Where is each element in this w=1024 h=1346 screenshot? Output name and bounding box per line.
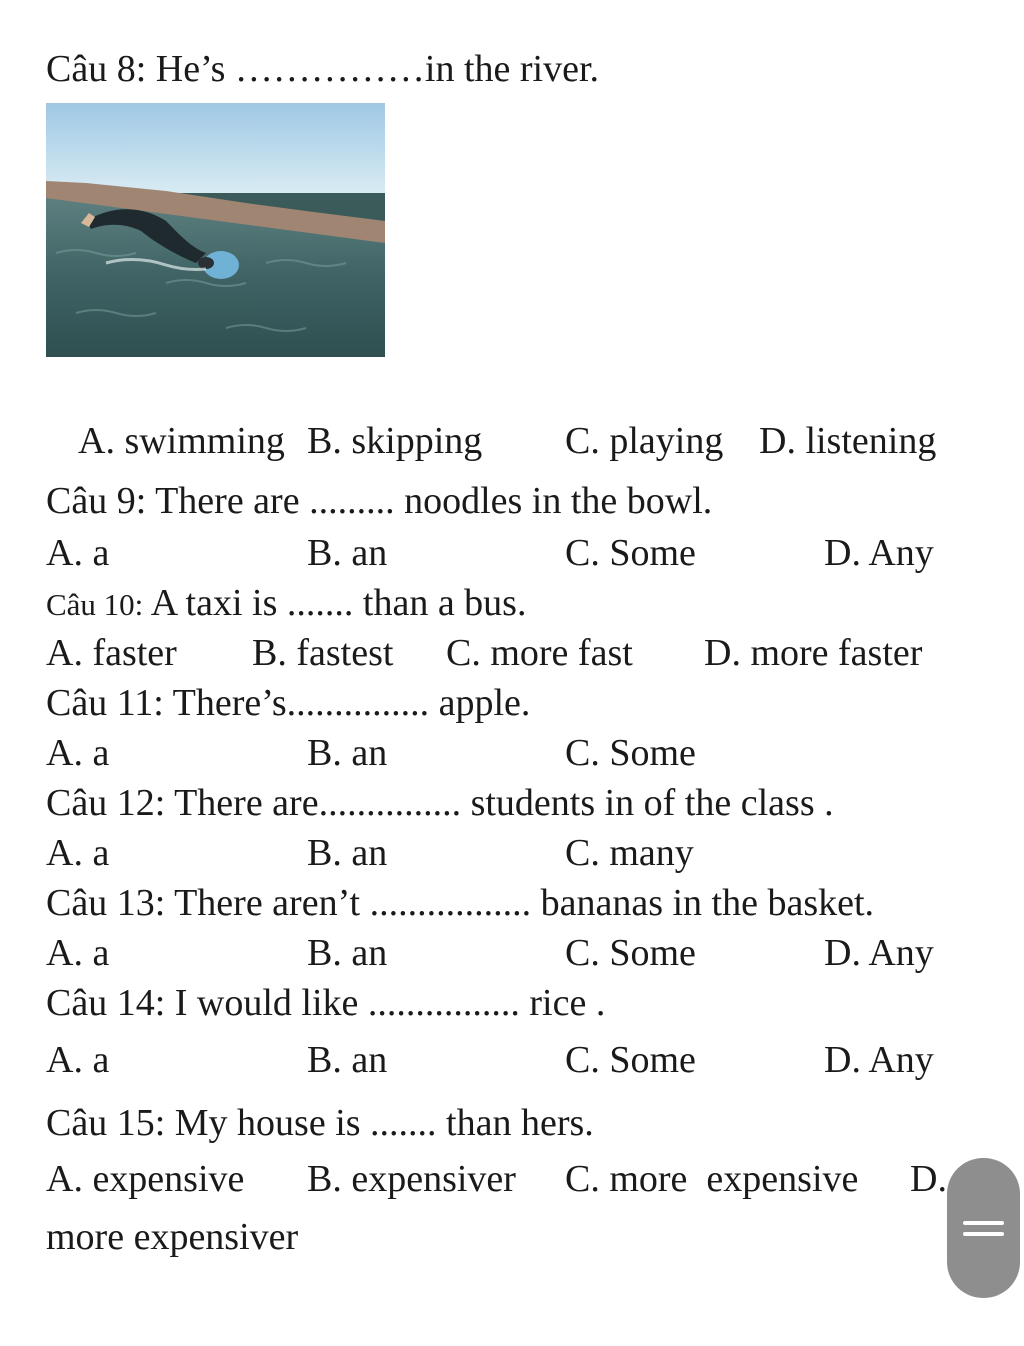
question-14-option-c: C. Some bbox=[565, 1039, 696, 1081]
question-15-option-d: D. bbox=[910, 1158, 947, 1200]
question-14-prompt: Câu 14: I would like ................ rice . bbox=[46, 982, 606, 1024]
scroll-handle[interactable] bbox=[947, 1158, 1020, 1298]
question-9-option-a: A. a bbox=[46, 532, 110, 574]
question-12-option-b: B. an bbox=[307, 832, 388, 874]
question-8-option-d: D. listening bbox=[759, 420, 937, 462]
question-8-prompt: Câu 8: He’s ……………in the river. bbox=[46, 48, 600, 90]
question-13-option-b: B. an bbox=[307, 932, 388, 974]
question-9-prompt: Câu 9: There are ......... noodles in the bowl. bbox=[46, 480, 713, 522]
question-8-option-a: A. swimming bbox=[78, 420, 285, 462]
question-12-prompt: Câu 12: There are............... students in of the class . bbox=[46, 782, 834, 824]
question-12-option-a: A. a bbox=[46, 832, 110, 874]
question-10-text: A taxi is ....... than a bus. bbox=[143, 582, 527, 624]
question-12-option-c: C. many bbox=[565, 832, 694, 874]
question-13-option-c: C. Some bbox=[565, 932, 696, 974]
question-10-prompt bbox=[46, 584, 526, 622]
question-8-option-b: B. skipping bbox=[307, 420, 483, 462]
question-11-option-b: B. an bbox=[307, 732, 388, 774]
question-13-option-a: A. a bbox=[46, 932, 110, 974]
question-9-option-d: D. Any bbox=[824, 532, 934, 574]
question-11-prompt: Câu 11: There’s............... apple. bbox=[46, 682, 531, 724]
question-10-number: Câu 10: bbox=[46, 587, 144, 622]
question-14-option-b: B. an bbox=[307, 1039, 388, 1081]
question-11-option-c: C. Some bbox=[565, 732, 696, 774]
question-15-option-b: B. expensiver bbox=[307, 1158, 516, 1200]
question-10-option-a: A. faster bbox=[46, 632, 177, 674]
question-14-option-d: D. Any bbox=[824, 1039, 934, 1081]
question-10-option-d: D. more faster bbox=[704, 632, 923, 674]
question-11-option-a: A. a bbox=[46, 732, 110, 774]
question-15-prompt: Câu 15: My house is ....... than hers. bbox=[46, 1102, 594, 1144]
question-9-option-c: C. Some bbox=[565, 532, 696, 574]
question-13-option-d: D. Any bbox=[824, 932, 934, 974]
question-8-option-c: C. playing bbox=[565, 420, 724, 462]
question-15-option-a: A. expensive bbox=[46, 1158, 245, 1200]
question-13-prompt: Câu 13: There aren’t ................. bananas in the basket. bbox=[46, 882, 875, 924]
question-10-option-b: B. fastest bbox=[252, 632, 394, 674]
question-10-option-c: C. more fast bbox=[446, 632, 633, 674]
question-15-option-c: C. more expensive bbox=[565, 1158, 859, 1200]
question-15-option-d-continuation: more expensiver bbox=[46, 1216, 299, 1258]
swimmer-photo bbox=[46, 103, 385, 357]
question-9-option-b: B. an bbox=[307, 532, 388, 574]
question-14-option-a: A. a bbox=[46, 1039, 110, 1081]
